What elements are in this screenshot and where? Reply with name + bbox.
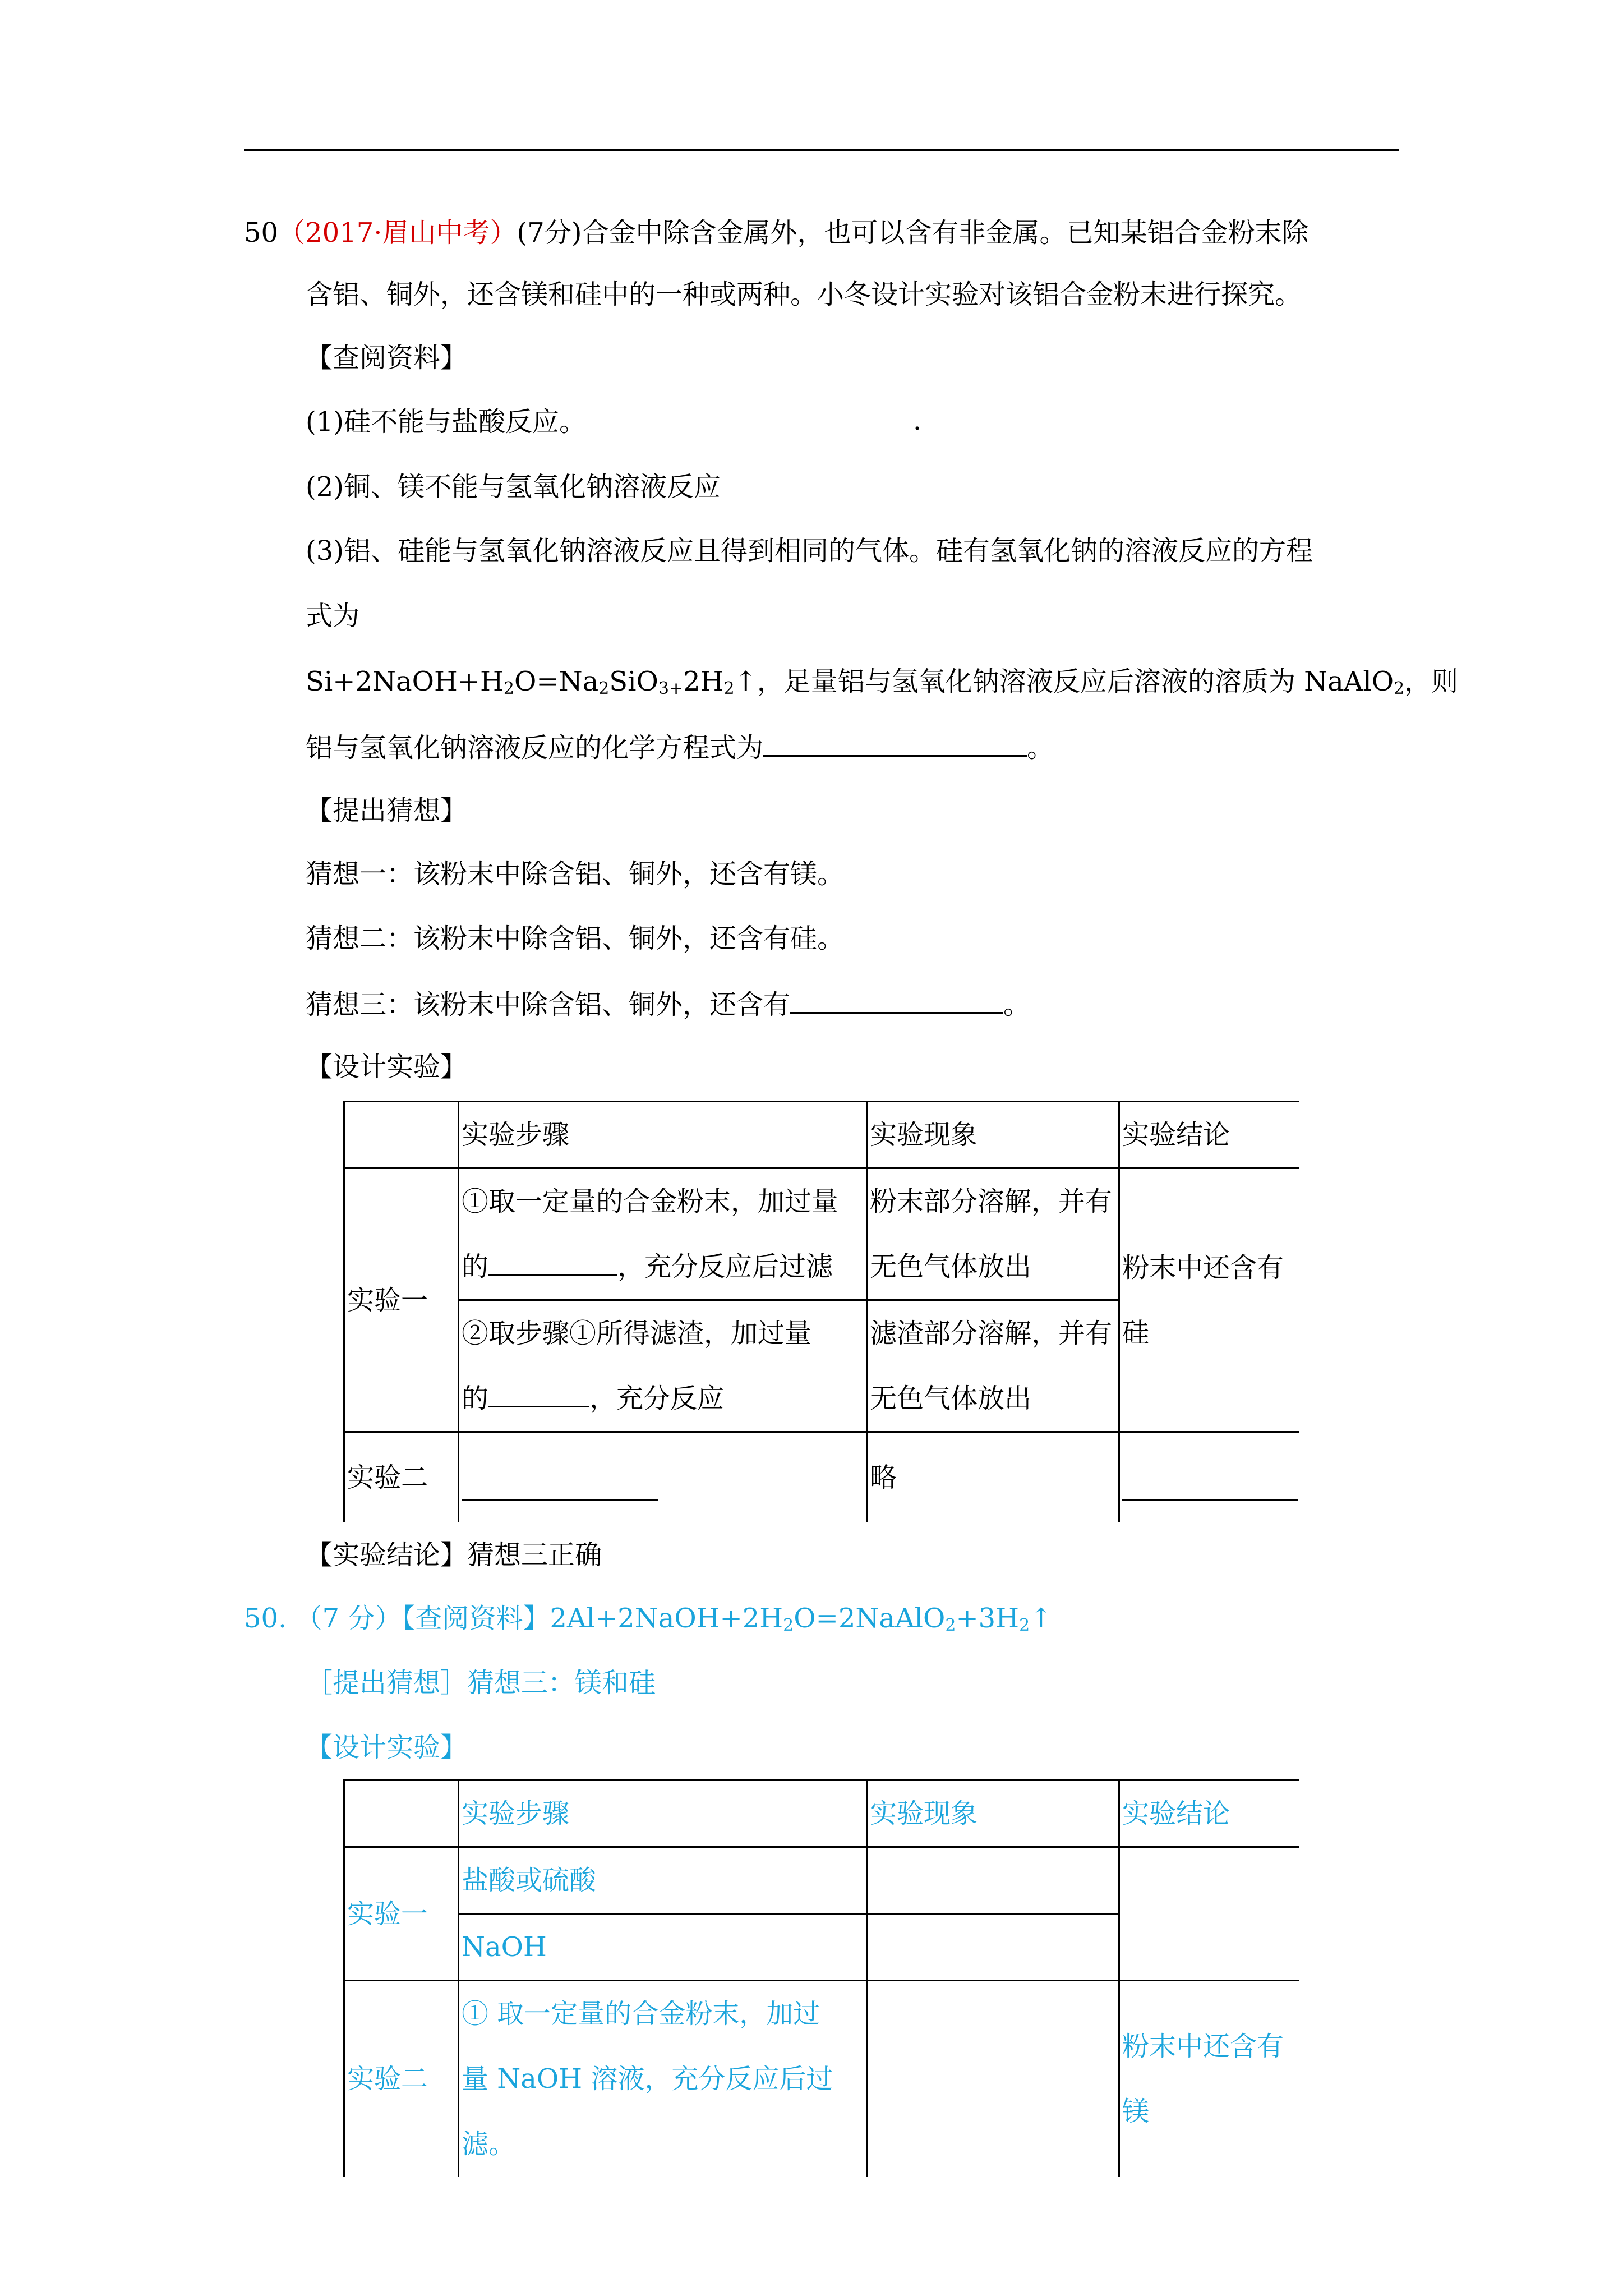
answer-conclusion-1 [1119, 1847, 1299, 1981]
experiment-2-label: 实验二 [344, 1432, 459, 1523]
answer-header-phenomenon: 实验现象 [867, 1780, 1119, 1847]
ref-item-2: (2)铜、镁不能与氢氧化钠溶液反应 [306, 471, 721, 503]
table-corner [344, 1102, 459, 1168]
answer-reagent-2: NaOH [459, 1914, 867, 1981]
answer-blank-step-3[interactable] [462, 1455, 658, 1501]
experiment-conclusion: 【实验结论】猜想三正确 [306, 1539, 602, 1571]
answer-phenomenon-1 [867, 1847, 1119, 1914]
silicon-equation: $Si+2NaOH+H_2O=Na_2SiO_{3+}2H_2↑$，足量铝与氢氧化钠溶液反应后溶液的溶质为 NaAlO$_2$，则 [306, 666, 1459, 698]
conclusion-3-cell [1119, 1432, 1299, 1523]
experiment-1-label: 实验一 [344, 1168, 459, 1432]
answer-conclusion-3: 粉末中还含有 镁 [1119, 1981, 1299, 2177]
hypothesis-1: 猜想一：该粉末中除含铝、铜外，还含有镁。 [306, 858, 845, 890]
phenomenon-2-cell: 滤渣部分溶解，并有 无色气体放出 [867, 1300, 1119, 1432]
answer-blank-conclusion-3[interactable] [1122, 1455, 1298, 1501]
answer-reagent-1: 盐酸或硫酸 [459, 1847, 867, 1914]
phenomenon-1-cell: 粉末部分溶解，并有 无色气体放出 [867, 1168, 1119, 1300]
header-conclusion: 实验结论 [1119, 1102, 1299, 1168]
answer-blank-hypothesis[interactable] [790, 986, 1003, 1014]
ref-item-3-line-1: (3)铝、硅能与氢氧化钠溶液反应且得到相同的气体。硅有氢氧化钠的溶液反应的方程 [306, 535, 1313, 567]
conclusion-1-cell: 粉末中还含有 硅 [1119, 1168, 1299, 1432]
step-1-cell: ①取一定量的合金粉末，加过量 的 ，充分反应后过滤 [459, 1168, 867, 1300]
header-rule [244, 149, 1399, 151]
question-intro-2: 含铝、铜外，还含镁和硅中的一种或两种。小冬设计实验对该铝合金粉末进行探究。 [306, 279, 1302, 310]
answer-phenomenon-2 [867, 1914, 1119, 1981]
answer-blank-reagent-2[interactable] [488, 1381, 589, 1407]
answer-design-heading: 【设计实验】 [306, 1732, 468, 1763]
answer-header-step: 实验步骤 [459, 1780, 867, 1847]
step-2-cell: ②取步骤①所得滤渣，加过量 的 ，充分反应 [459, 1300, 867, 1432]
step-3-cell [459, 1432, 867, 1523]
question-intro-1: 合金中除含金属外，也可以含有非金属。已知某铝合金粉末除 [582, 217, 1309, 249]
answer-experiment-1-label: 实验一 [344, 1847, 459, 1981]
question-line-1 [244, 216, 1309, 250]
answer-blank-reagent-1[interactable] [488, 1249, 617, 1276]
ref-item-3-line-2: 式为 [306, 600, 360, 632]
answer-blank-equation[interactable] [763, 729, 1027, 757]
answer-hypothesis: ［提出猜想］猜想三：镁和硅 [306, 1667, 656, 1699]
hypothesis-heading: 【提出猜想】 [306, 795, 468, 826]
stray-dot: . [913, 405, 922, 436]
design-heading: 【设计实验】 [306, 1051, 468, 1083]
answer-phenomenon-3 [867, 1981, 1119, 2177]
question-number: 50 [244, 217, 279, 249]
question-score: (7分) [517, 217, 582, 249]
hypothesis-2: 猜想二：该粉末中除含铝、铜外，还含有硅。 [306, 923, 845, 954]
phenomenon-3-cell: 略 [867, 1432, 1119, 1523]
question-source: （2017·眉山中考） [278, 217, 517, 249]
answer-experiment-2-label: 实验二 [344, 1981, 459, 2177]
ref-heading: 【查阅资料】 [306, 342, 468, 374]
header-phenomenon: 实验现象 [867, 1102, 1119, 1168]
equation-question: 铝与氢氧化钠溶液反应的化学方程式为 。 [306, 729, 1054, 765]
ref-item-1: (1)硅不能与盐酸反应。 [306, 406, 586, 438]
answer-table-corner [344, 1780, 459, 1847]
answer-table [343, 1779, 1299, 2177]
answer-step-3: ① 取一定量的合金粉末，加过 量 NaOH 溶液，充分反应后过滤。 [459, 1981, 867, 2177]
hypothesis-3: 猜想三：该粉末中除含铝、铜外，还含有 。 [306, 986, 1030, 1022]
header-step: 实验步骤 [459, 1102, 867, 1168]
answer-line-1: 50. （7 分）【查阅资料】$2Al+2NaOH+2H_2O=2NaAlO_2+3H_2↑$ [244, 1603, 1053, 1635]
experiment-table [343, 1101, 1299, 1522]
answer-header-conclusion: 实验结论 [1119, 1780, 1299, 1847]
